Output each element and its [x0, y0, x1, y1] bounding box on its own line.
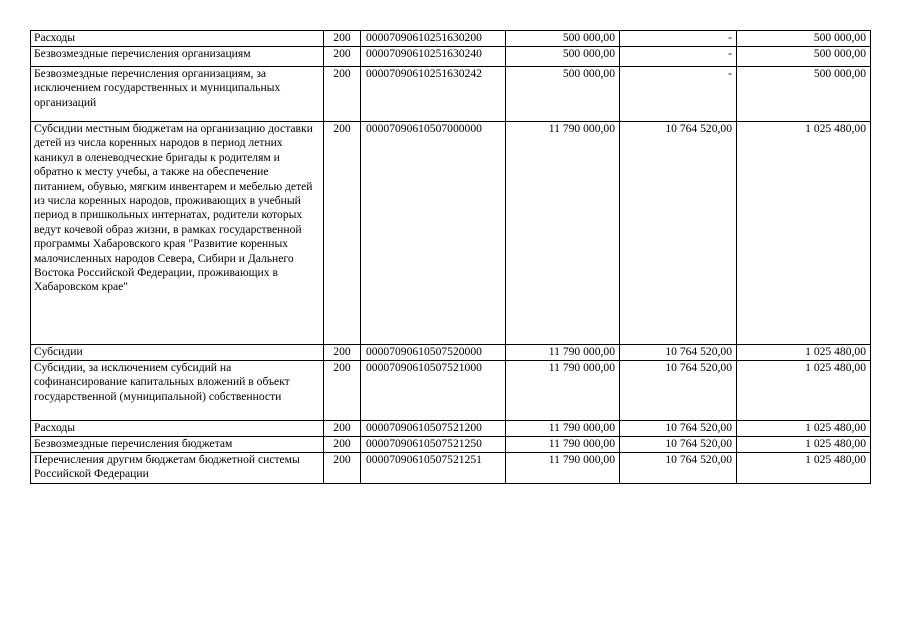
row-executed-cell: 10 764 520,00: [620, 345, 737, 361]
row-approved-cell: 500 000,00: [506, 31, 620, 47]
row-executed-cell: 10 764 520,00: [620, 437, 737, 453]
row-remaining-cell: 1 025 480,00: [737, 361, 871, 421]
row-code-cell: 200: [324, 437, 361, 453]
row-remaining-cell: 500 000,00: [737, 67, 871, 122]
row-executed-cell: -: [620, 67, 737, 122]
row-approved-cell: 11 790 000,00: [506, 437, 620, 453]
row-approved-cell: 11 790 000,00: [506, 345, 620, 361]
row-remaining-cell: 500 000,00: [737, 47, 871, 67]
budget-execution-table: [30, 30, 871, 484]
row-kbk-cell: 00007090610507521250: [361, 437, 506, 453]
table-row: [31, 47, 871, 67]
row-code-cell: 200: [324, 361, 361, 421]
row-kbk-cell: 00007090610507000000: [361, 122, 506, 345]
row-name-cell: Безвозмездные перечисления бюджетам: [31, 437, 324, 453]
row-approved-cell: 11 790 000,00: [506, 453, 620, 484]
budget-table-body: [31, 31, 871, 484]
row-name-cell: Расходы: [31, 421, 324, 437]
row-code-cell: 200: [324, 67, 361, 122]
row-code-cell: 200: [324, 345, 361, 361]
row-remaining-cell: 1 025 480,00: [737, 345, 871, 361]
table-row: [31, 453, 871, 484]
row-kbk-cell: 00007090610507521000: [361, 361, 506, 421]
row-remaining-cell: 500 000,00: [737, 31, 871, 47]
row-approved-cell: 11 790 000,00: [506, 122, 620, 345]
row-name-cell: Субсидии местным бюджетам на организацию доставки детей из числа коренных народов в период летних каникул в оленеводческие бригады к родителям и обратно к месту учебы, а также на обеспечение питанием, обувью, мягким инвентарем и мебелью детей из числа коренных народов, проживающих в учебный период в пришкольных интернатах, родители которых ведут кочевой образ жизни, в рамках государственной программы Хабаровского края "Развитие коренных малочисленных народов Севера, Сибири и Дальнего Востока Российской Федерации, проживающих в Хабаровском крае": [31, 122, 324, 345]
row-remaining-cell: 1 025 480,00: [737, 437, 871, 453]
row-executed-cell: -: [620, 47, 737, 67]
row-approved-cell: 500 000,00: [506, 47, 620, 67]
row-kbk-cell: 00007090610251630200: [361, 31, 506, 47]
row-name-cell: Субсидии: [31, 345, 324, 361]
row-executed-cell: 10 764 520,00: [620, 122, 737, 345]
row-executed-cell: -: [620, 31, 737, 47]
table-row: [31, 421, 871, 437]
table-row: [31, 31, 871, 47]
row-code-cell: 200: [324, 47, 361, 67]
row-approved-cell: 11 790 000,00: [506, 361, 620, 421]
table-row: [31, 67, 871, 122]
row-approved-cell: 500 000,00: [506, 67, 620, 122]
row-approved-cell: 11 790 000,00: [506, 421, 620, 437]
row-kbk-cell: 00007090610251630240: [361, 47, 506, 67]
row-code-cell: 200: [324, 122, 361, 345]
row-remaining-cell: 1 025 480,00: [737, 421, 871, 437]
row-name-cell: Перечисления другим бюджетам бюджетной системы Российской Федерации: [31, 453, 324, 484]
table-row: [31, 361, 871, 421]
row-executed-cell: 10 764 520,00: [620, 453, 737, 484]
row-executed-cell: 10 764 520,00: [620, 361, 737, 421]
row-name-cell: Безвозмездные перечисления организациям, за исключением государственных и муниципальных организаций: [31, 67, 324, 122]
row-kbk-cell: 00007090610507521200: [361, 421, 506, 437]
table-row: [31, 345, 871, 361]
row-kbk-cell: 00007090610251630242: [361, 67, 506, 122]
row-remaining-cell: 1 025 480,00: [737, 453, 871, 484]
row-kbk-cell: 00007090610507520000: [361, 345, 506, 361]
row-kbk-cell: 00007090610507521251: [361, 453, 506, 484]
row-code-cell: 200: [324, 453, 361, 484]
row-name-cell: Безвозмездные перечисления организациям: [31, 47, 324, 67]
table-row: [31, 437, 871, 453]
row-name-cell: Субсидии, за исключением субсидий на софинансирование капитальных вложений в объект государственной (муниципальной) собственности: [31, 361, 324, 421]
row-code-cell: 200: [324, 421, 361, 437]
table-row: [31, 122, 871, 345]
row-code-cell: 200: [324, 31, 361, 47]
row-executed-cell: 10 764 520,00: [620, 421, 737, 437]
row-name-cell: Расходы: [31, 31, 324, 47]
row-remaining-cell: 1 025 480,00: [737, 122, 871, 345]
